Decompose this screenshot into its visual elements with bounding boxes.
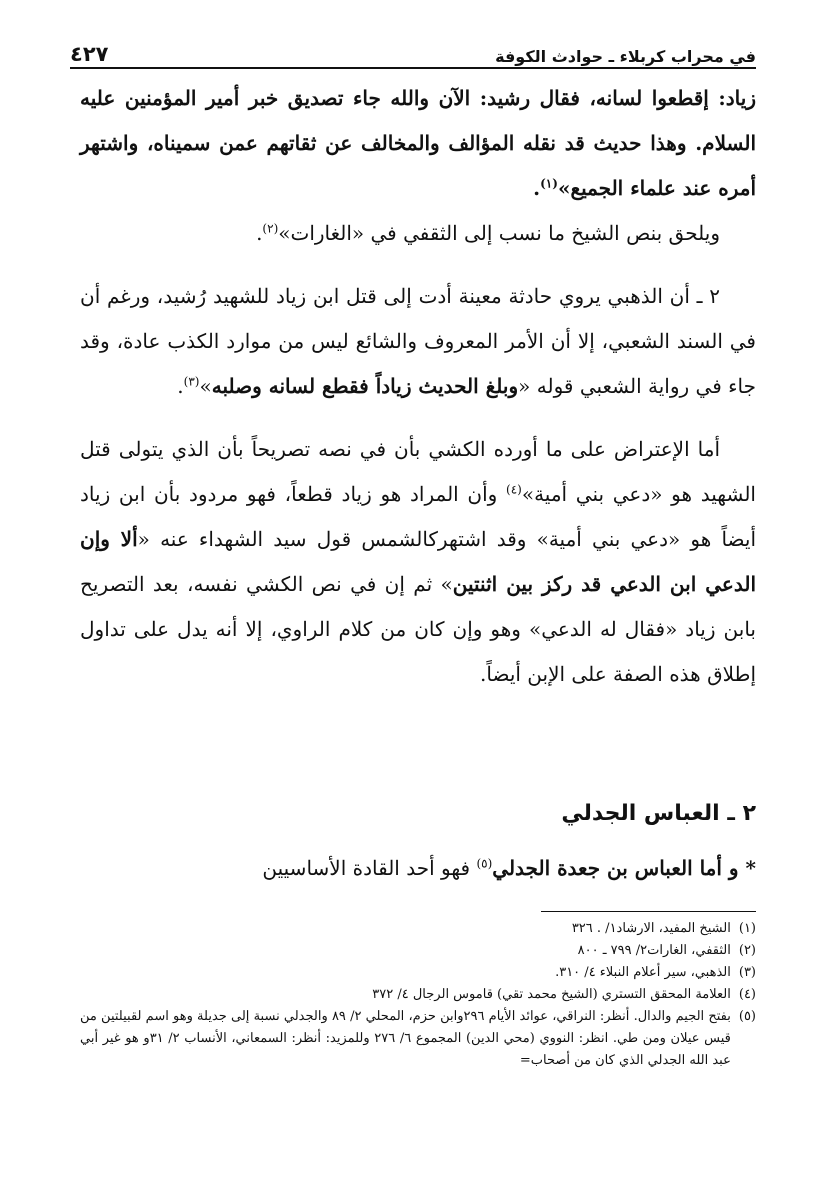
footnote-item bbox=[80, 1006, 756, 1072]
footnote-text: بفتح الجيم والدال. أنظر: النراقي، عوائد الأيام ٢٩٦وابن حزم، المحلي ٢/ ٨٩ والجدلي نسبة إلى جديلة وهو اسم لقبيلتين من قيس عيلان ومن طي. انظر: النووي (محي الدين) المجموع ٦/ ٢٧٦ وللمزيد: أنظر: السمعاني، الأنساب ٢/ ٣١و هو غير أبي عبد الله الجدلي الذي كان من أصحاب= bbox=[80, 1009, 731, 1068]
paragraph-text-end: » ثم إن في نص الكشي نفسه، بعد التصريح بابن زياد «فقال له الدعي» وهو وإن كان من كلام الراوي، إلا أنه يدل على تداول إطلاق هذه الصفة على الإبن أيضاً. bbox=[80, 572, 756, 686]
footnote-ref: (٥) bbox=[476, 856, 493, 871]
footnote-number: (٣) bbox=[738, 965, 756, 980]
footnote-text: العلامة المحقق التستري (الشيخ محمد تقي) قاموس الرجال ٤/ ٣٧٢ bbox=[372, 987, 731, 1002]
footnote-item bbox=[80, 940, 756, 962]
lead-bold: * و أما العباس بن جعدة الجدلي bbox=[492, 856, 756, 880]
paragraph-text: زياد: إقطعوا لسانه، فقال رشيد: الآن والله جاء تصديق خبر أمير المؤمنين عليه السلام. وهذا حديث قد نقله المؤالف والمخالف عن ثقاتهم عمن سميناه، واشتهر أمره عند علماء الجميع» bbox=[80, 86, 756, 200]
running-header bbox=[70, 30, 756, 66]
paragraph-end: . bbox=[256, 221, 263, 245]
footnote-item bbox=[80, 962, 756, 984]
footnote-divider bbox=[541, 911, 756, 912]
paragraph-dhahabi bbox=[80, 274, 756, 409]
footnote-ref: (٢) bbox=[262, 221, 279, 236]
footnote-ref: (١) bbox=[540, 176, 558, 191]
footnote-item bbox=[80, 984, 756, 1006]
footnote-text: الشيخ المفيد، الارشاد١/ . ٣٢٦ bbox=[571, 921, 731, 936]
footnote-number: (٢) bbox=[738, 943, 756, 958]
section-lead-paragraph bbox=[80, 846, 756, 890]
footnote-number: (٥) bbox=[738, 1009, 756, 1024]
footnote-ref: (٣) bbox=[183, 374, 200, 389]
paragraph-text: ٢ ـ أن الذهبي يروي حادثة معينة أدت إلى قتل ابن زياد للشهيد رُشيد، ورغم أن في السند الشعبي، إلا أن الأمر المعروف والشائع ليس من موارد الكذب عادة، وقد جاء في رواية الشعبي قوله « bbox=[80, 284, 756, 398]
paragraph-gharat bbox=[80, 211, 756, 256]
paragraph-text-cont: وأن المراد هو زياد قطعاً، فهو مردود بأن ابن زياد أيضاً هو «دعي بني أمية» وقد اشتهركالشمس قول سيد الشهداء عنه « bbox=[80, 482, 757, 551]
footnote-text: الذهبي، سير أعلام النبلاء ٤/ ٣١٠. bbox=[555, 965, 731, 980]
paragraph-quote-end bbox=[80, 76, 756, 211]
quoted-bold: ألا وإن الدعي ابن الدعي قد ركز بين اثنتين bbox=[80, 527, 757, 596]
footnote-item bbox=[80, 918, 756, 940]
lead-rest: فهو أحد القادة الأساسيين bbox=[262, 856, 477, 880]
running-title: في محراب كربلاء ـ حوادث الكوفة bbox=[495, 47, 756, 66]
paragraph-end: . bbox=[177, 374, 184, 398]
paragraph-text: ويلحق بنص الشيخ ما نسب إلى الثقفي في «الغارات» bbox=[278, 221, 720, 245]
main-text bbox=[80, 76, 756, 697]
paragraph-end: . bbox=[533, 176, 541, 200]
footnote-ref: (٤) bbox=[506, 482, 522, 497]
footnote-number: (٤) bbox=[738, 987, 756, 1002]
quote-close: » bbox=[199, 374, 212, 398]
footnotes bbox=[80, 918, 756, 1072]
footnote-number: (١) bbox=[738, 921, 756, 936]
header-divider bbox=[70, 67, 756, 69]
section-heading: ٢ ـ العباس الجدلي bbox=[561, 801, 756, 826]
paragraph-kashshi bbox=[80, 427, 756, 697]
paragraph-text: أما الإعتراض على ما أورده الكشي بأن في نصه تصريحاً بأن الذي يتولى قتل الشهيد هو «دعي بني أمية» bbox=[80, 437, 756, 506]
page-number: ٤٢٧ bbox=[70, 42, 109, 66]
quoted-bold: وبلغ الحديث زياداً فقطع لسانه وصلبه bbox=[211, 374, 519, 398]
footnote-text: الثقفي، الغارات٢/ ٧٩٩ ـ ٨٠٠ bbox=[577, 943, 731, 958]
